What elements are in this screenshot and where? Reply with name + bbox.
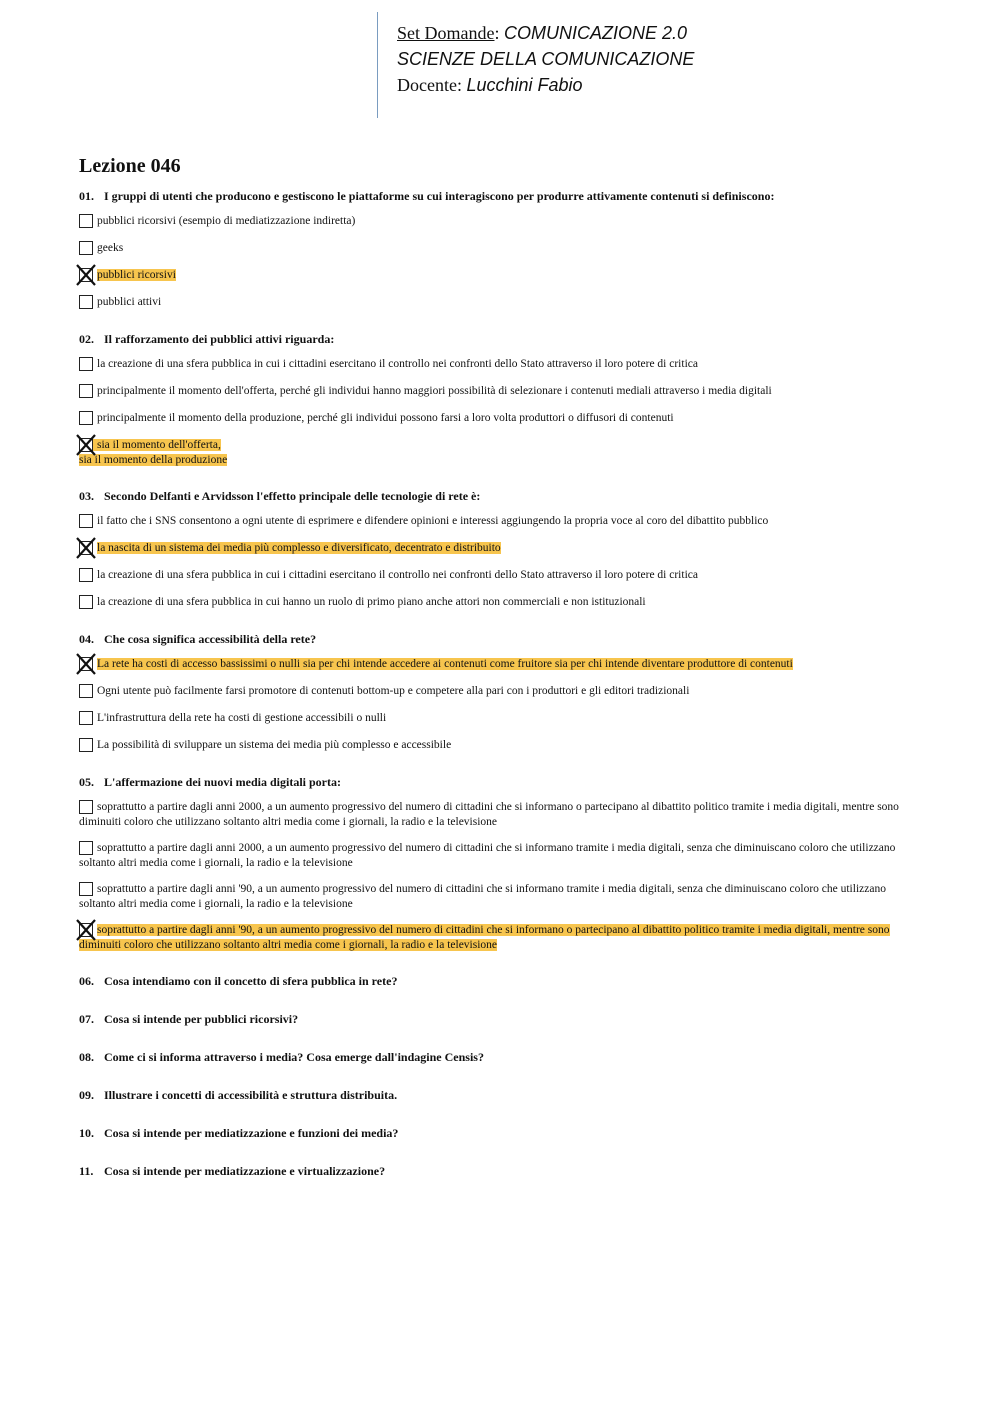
answer-option[interactable] bbox=[79, 841, 914, 871]
open-question-08 bbox=[79, 1049, 914, 1065]
answer-option[interactable] bbox=[79, 514, 914, 530]
question-05 bbox=[79, 774, 914, 953]
checkbox[interactable] bbox=[79, 411, 93, 425]
answer-text: soprattutto a partire dagli anni '90, a un aumento progressivo del numero di cittadini che si informano o partecipano al dibattito politico tramite i media digitali, mentre sono diminuiti coloro che utilizzano soltanto altri media come i giornali, la radio e la televisione bbox=[79, 924, 890, 951]
question-number: 05. bbox=[79, 775, 94, 789]
question-label: Che cosa significa accessibilità della rete? bbox=[104, 632, 317, 646]
question-text bbox=[79, 331, 914, 347]
answer-text: soprattutto a partire dagli anni 2000, a un aumento progressivo del numero di cittadini che si informano tramite i media digitali, senza che diminuiscano coloro che utilizzano soltanto altri media come i giornali, la radio e la televisione bbox=[79, 842, 896, 869]
question-label: Cosa si intende per mediatizzazione e funzioni dei media? bbox=[104, 1126, 399, 1140]
answer-option[interactable] bbox=[79, 411, 914, 427]
answer-option[interactable] bbox=[79, 882, 914, 912]
answer-option-selected[interactable] bbox=[79, 438, 914, 468]
checkmark-cross-icon bbox=[75, 918, 97, 942]
question-label: I gruppi di utenti che producono e gestiscono le piattaforme su cui interagiscono per produrre attivamente contenuti si definiscono: bbox=[104, 189, 775, 203]
question-01 bbox=[79, 188, 914, 311]
answer-text: la creazione di una sfera pubblica in cui i cittadini esercitano il controllo nei confronti dello Stato attraverso il loro potere di critica bbox=[97, 358, 698, 370]
answer-option-selected[interactable] bbox=[79, 268, 914, 284]
question-label: Il rafforzamento dei pubblici attivi riguarda: bbox=[104, 332, 335, 346]
question-number: 07. bbox=[79, 1012, 94, 1026]
question-label: Illustrare i concetti di accessibilità e struttura distribuita. bbox=[104, 1088, 398, 1102]
checkbox[interactable] bbox=[79, 214, 93, 228]
answer-option-selected[interactable] bbox=[79, 541, 914, 557]
set-separator: : bbox=[494, 23, 500, 43]
teacher-name: Lucchini Fabio bbox=[466, 75, 583, 95]
document-header bbox=[377, 12, 694, 118]
open-question-09 bbox=[79, 1087, 914, 1103]
checkmark-cross-icon bbox=[75, 263, 97, 287]
checkbox[interactable] bbox=[79, 357, 93, 371]
checkbox[interactable] bbox=[79, 514, 93, 528]
question-number: 04. bbox=[79, 632, 94, 646]
answer-text: sia il momento dell'offerta, bbox=[79, 439, 221, 451]
set-value: COMUNICAZIONE 2.0 bbox=[504, 23, 688, 43]
checkbox[interactable] bbox=[79, 568, 93, 582]
checkbox[interactable] bbox=[79, 738, 93, 752]
answer-text-continued: sia il momento della produzione bbox=[79, 454, 228, 466]
question-text bbox=[79, 774, 914, 790]
checkbox[interactable] bbox=[79, 800, 93, 814]
checkmark-cross-icon bbox=[75, 536, 97, 560]
open-question-10 bbox=[79, 1125, 914, 1141]
answer-option[interactable] bbox=[79, 295, 914, 311]
checkbox[interactable] bbox=[79, 295, 93, 309]
checkbox[interactable] bbox=[79, 882, 93, 896]
open-question-07 bbox=[79, 1011, 914, 1027]
open-question-06 bbox=[79, 973, 914, 989]
lesson-title: Lezione 046 bbox=[79, 155, 181, 177]
question-number: 01. bbox=[79, 189, 94, 203]
question-04 bbox=[79, 631, 914, 754]
question-label: Secondo Delfanti e Arvidsson l'effetto principale delle tecnologie di rete è: bbox=[104, 489, 481, 503]
question-label: Cosa si intende per pubblici ricorsivi? bbox=[104, 1012, 299, 1026]
checkmark-cross-icon bbox=[75, 433, 97, 457]
answer-option[interactable] bbox=[79, 568, 914, 584]
answer-option[interactable] bbox=[79, 684, 914, 700]
teacher-line bbox=[397, 72, 694, 98]
question-label: Come ci si informa attraverso i media? Cosa emerge dall'indagine Censis? bbox=[104, 1050, 484, 1064]
set-label: Set Domande bbox=[397, 23, 495, 43]
open-questions bbox=[79, 973, 914, 1179]
question-number: 10. bbox=[79, 1126, 94, 1140]
question-text bbox=[79, 488, 914, 504]
open-question-11 bbox=[79, 1163, 914, 1179]
answer-text: principalmente il momento dell'offerta, perché gli individui hanno maggiori possibilità di selezionare i contenuti mediali attraverso i media digitali bbox=[97, 385, 772, 397]
checkbox[interactable] bbox=[79, 241, 93, 255]
set-line bbox=[397, 20, 694, 46]
question-number: 02. bbox=[79, 332, 94, 346]
checkmark-cross-icon bbox=[75, 652, 97, 676]
answer-option[interactable] bbox=[79, 738, 914, 754]
checkbox[interactable] bbox=[79, 384, 93, 398]
answer-option-selected[interactable] bbox=[79, 923, 914, 953]
answer-option[interactable] bbox=[79, 384, 914, 400]
question-number: 11. bbox=[79, 1164, 94, 1178]
answer-text: La rete ha costi di accesso bassissimi o nulli sia per chi intende accedere ai contenuti come fruitore sia per chi intende diventare produttore di contenuti bbox=[97, 658, 793, 670]
answer-option[interactable] bbox=[79, 800, 914, 830]
question-label: L'affermazione dei nuovi media digitali porta: bbox=[104, 775, 341, 789]
question-list bbox=[79, 188, 914, 1201]
question-number: 09. bbox=[79, 1088, 94, 1102]
checkbox[interactable] bbox=[79, 595, 93, 609]
answer-text: La possibilità di sviluppare un sistema dei media più complesso e accessibile bbox=[97, 739, 452, 751]
checkbox[interactable] bbox=[79, 841, 93, 855]
answer-text: il fatto che i SNS consentono a ogni utente di esprimere e difendere opinioni e interessi aggiungendo la propria voce al coro del dibattito pubblico bbox=[97, 515, 769, 527]
answer-text: geeks bbox=[97, 242, 124, 254]
checkbox[interactable] bbox=[79, 711, 93, 725]
teacher-label: Docente: bbox=[397, 75, 462, 95]
question-text bbox=[79, 188, 914, 204]
question-number: 06. bbox=[79, 974, 94, 988]
question-text bbox=[79, 631, 914, 647]
answer-option[interactable] bbox=[79, 711, 914, 727]
answer-text: la creazione di una sfera pubblica in cui i cittadini esercitano il controllo nei confronti dello Stato attraverso il loro potere di critica bbox=[97, 569, 698, 581]
answer-text: la creazione di una sfera pubblica in cui hanno un ruolo di primo piano anche attori non commerciali e non istituzionali bbox=[97, 596, 646, 608]
answer-text: L'infrastruttura della rete ha costi di gestione accessibili o nulli bbox=[97, 712, 387, 724]
answer-option[interactable] bbox=[79, 595, 914, 611]
question-label: Cosa intendiamo con il concetto di sfera pubblica in rete? bbox=[104, 974, 398, 988]
answer-text: Ogni utente può facilmente farsi promotore di contenuti bottom-up e competere alla pari con i produttori e gli editori tradizionali bbox=[97, 685, 690, 697]
question-label: Cosa si intende per mediatizzazione e virtualizzazione? bbox=[104, 1164, 386, 1178]
answer-option-selected[interactable] bbox=[79, 657, 914, 673]
answer-option[interactable] bbox=[79, 357, 914, 373]
course-name: SCIENZE DELLA COMUNICAZIONE bbox=[397, 49, 695, 69]
checkbox[interactable] bbox=[79, 684, 93, 698]
question-02 bbox=[79, 331, 914, 468]
question-number: 08. bbox=[79, 1050, 94, 1064]
question-03 bbox=[79, 488, 914, 611]
answer-option[interactable] bbox=[79, 241, 914, 257]
answer-text: soprattutto a partire dagli anni '90, a un aumento progressivo del numero di cittadini che si informano tramite i media digitali, senza che diminuiscano coloro che utilizzano soltanto altri media come i giornali, la radio e la televisione bbox=[79, 883, 886, 910]
answer-text: soprattutto a partire dagli anni 2000, a un aumento progressivo del numero di cittadini che si informano o partecipano al dibattito politico tramite i media digitali, mentre sono diminuiti coloro che utilizzano soltanto altri media come i giornali, la radio e la televisione bbox=[79, 801, 899, 828]
answer-text: pubblici attivi bbox=[97, 296, 162, 308]
answer-text: la nascita di un sistema dei media più complesso e diversificato, decentrato e distribuito bbox=[97, 542, 501, 554]
answer-text: principalmente il momento della produzione, perché gli individui possono farsi a loro volta produttori o diffusori di contenuti bbox=[97, 412, 674, 424]
answer-text: pubblici ricorsivi (esempio di mediatizzazione indiretta) bbox=[97, 215, 356, 227]
answer-text: pubblici ricorsivi bbox=[97, 269, 176, 281]
answer-option[interactable] bbox=[79, 214, 914, 230]
question-number: 03. bbox=[79, 489, 94, 503]
